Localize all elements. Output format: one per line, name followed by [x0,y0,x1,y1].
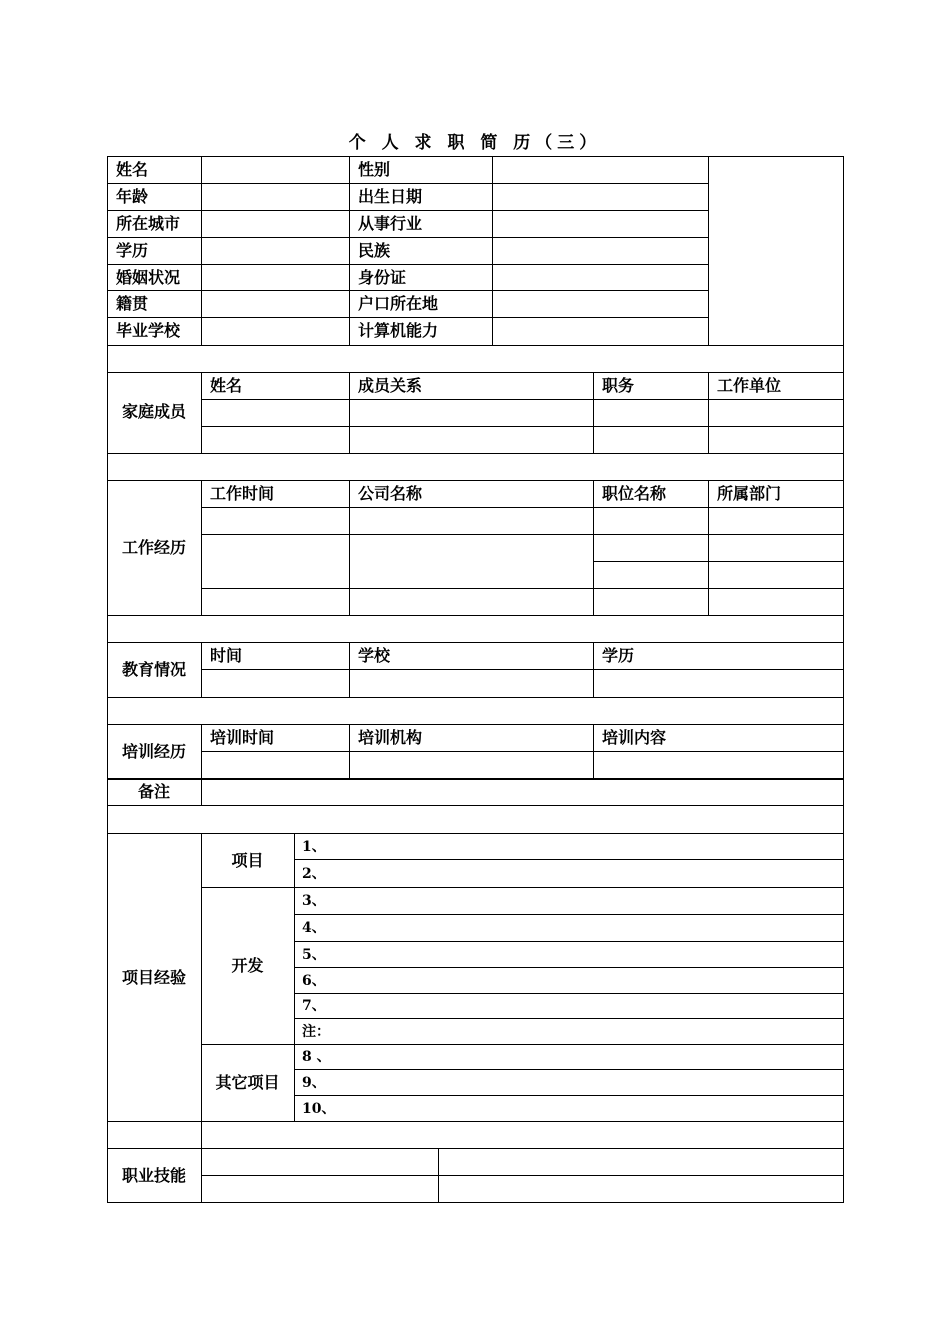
label-school: 毕业学校 [116,321,181,340]
photo-box-border [708,156,709,345]
work-header-title: 职位名称 [602,484,667,503]
family-header-relation: 成员关系 [358,376,423,395]
label-education: 学历 [116,241,149,260]
work-header-department: 所属部门 [717,484,782,503]
project-item: 5、 [302,947,326,963]
family-header-employer: 工作单位 [717,376,782,395]
projects-group-development: 开发 [231,956,264,975]
projects-group-other: 其它项目 [215,1073,280,1092]
project-item: 9、 [302,1075,326,1091]
skills-section-label: 职业技能 [121,1166,186,1185]
label-city: 所在城市 [116,214,181,233]
label-ethnicity: 民族 [358,241,391,260]
project-item: 3、 [302,893,326,909]
training-header-institution: 培训机构 [358,728,423,747]
family-header-position: 职务 [602,376,635,395]
label-industry: 从事行业 [358,214,423,233]
education-header-time: 时间 [210,646,243,665]
family-section-label: 家庭成员 [121,402,186,421]
label-id-card: 身份证 [358,268,407,287]
training-header-content: 培训内容 [602,728,667,747]
project-note: 注： [302,1024,330,1040]
spacer-row [107,345,844,373]
spacer-row [107,1121,844,1149]
label-age: 年龄 [116,187,149,206]
remarks-label: 备注 [137,782,170,801]
remarks-row [107,778,844,806]
spacer-row [107,615,844,643]
spacer-row [107,453,844,481]
work-section-label: 工作经历 [121,538,186,557]
education-header-school: 学校 [358,646,391,665]
label-gender: 性别 [358,160,391,179]
training-header-time: 培训时间 [210,728,275,747]
label-name: 姓名 [116,160,149,179]
project-item: 10、 [302,1101,336,1117]
education-section-label: 教育情况 [121,660,186,679]
education-header-degree: 学历 [602,646,635,665]
project-item: 1、 [302,839,326,855]
work-header-company: 公司名称 [358,484,423,503]
spacer-row [107,697,844,725]
label-birth-date: 出生日期 [358,187,423,206]
family-header-name: 姓名 [210,376,243,395]
projects-group-project: 项目 [231,851,264,870]
project-item: 7、 [302,998,326,1014]
training-section-label: 培训经历 [121,742,186,761]
spacer-row [107,805,844,834]
project-item: 8 、 [302,1049,331,1065]
label-hukou: 户口所在地 [358,294,439,313]
work-header-time: 工作时间 [210,484,275,503]
page-title: 个 人 求 职 简 历（三） [348,133,602,153]
label-computer-skill: 计算机能力 [358,321,439,340]
label-marital-status: 婚姻状况 [116,268,181,287]
project-item: 6、 [302,973,326,989]
label-native-place: 籍贯 [116,294,149,313]
project-item: 4、 [302,920,326,936]
projects-section-label: 项目经验 [121,968,186,987]
project-item: 2、 [302,866,326,882]
